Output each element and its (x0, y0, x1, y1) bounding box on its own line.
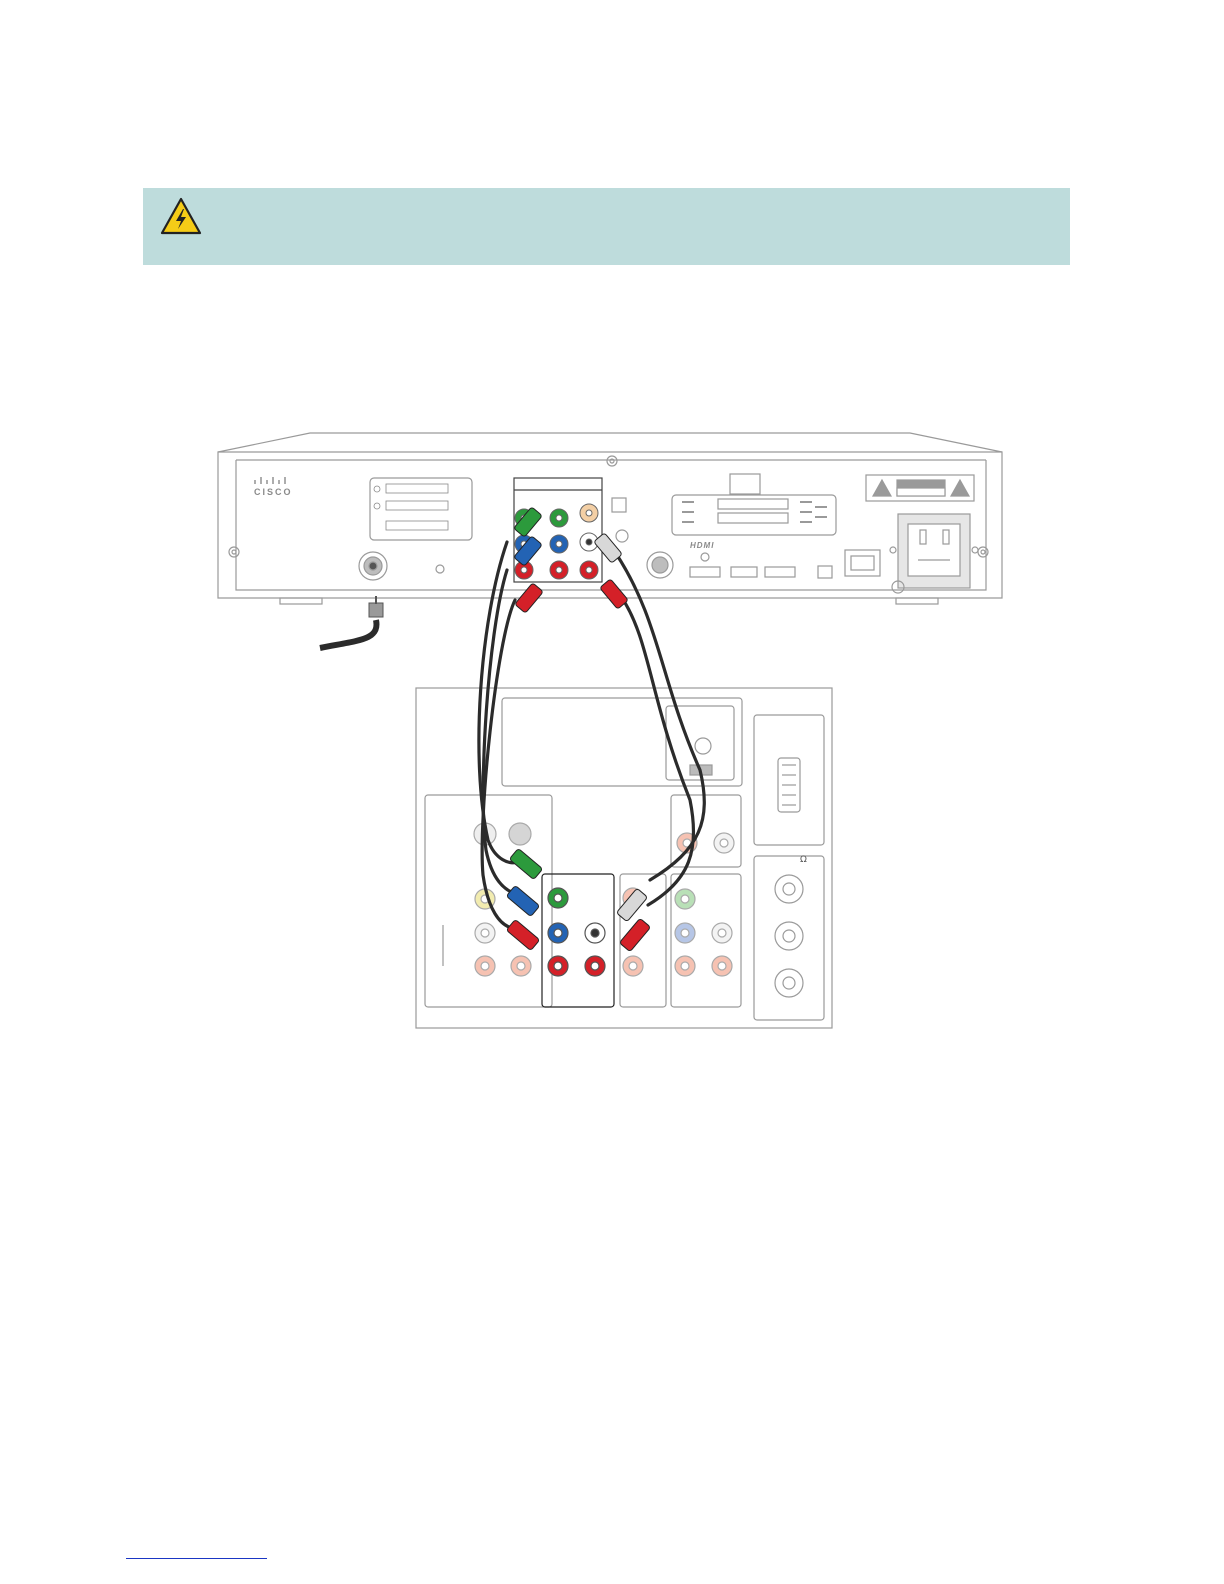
set-top-box-rear-panel (218, 433, 1002, 604)
hdmi-label: HDMI (690, 541, 715, 550)
antenna-symbol: Ω (800, 855, 807, 865)
coaxial-cable (320, 596, 383, 648)
footer-link-underline (126, 1558, 267, 1559)
cisco-brand-text: CISCO (254, 487, 293, 497)
